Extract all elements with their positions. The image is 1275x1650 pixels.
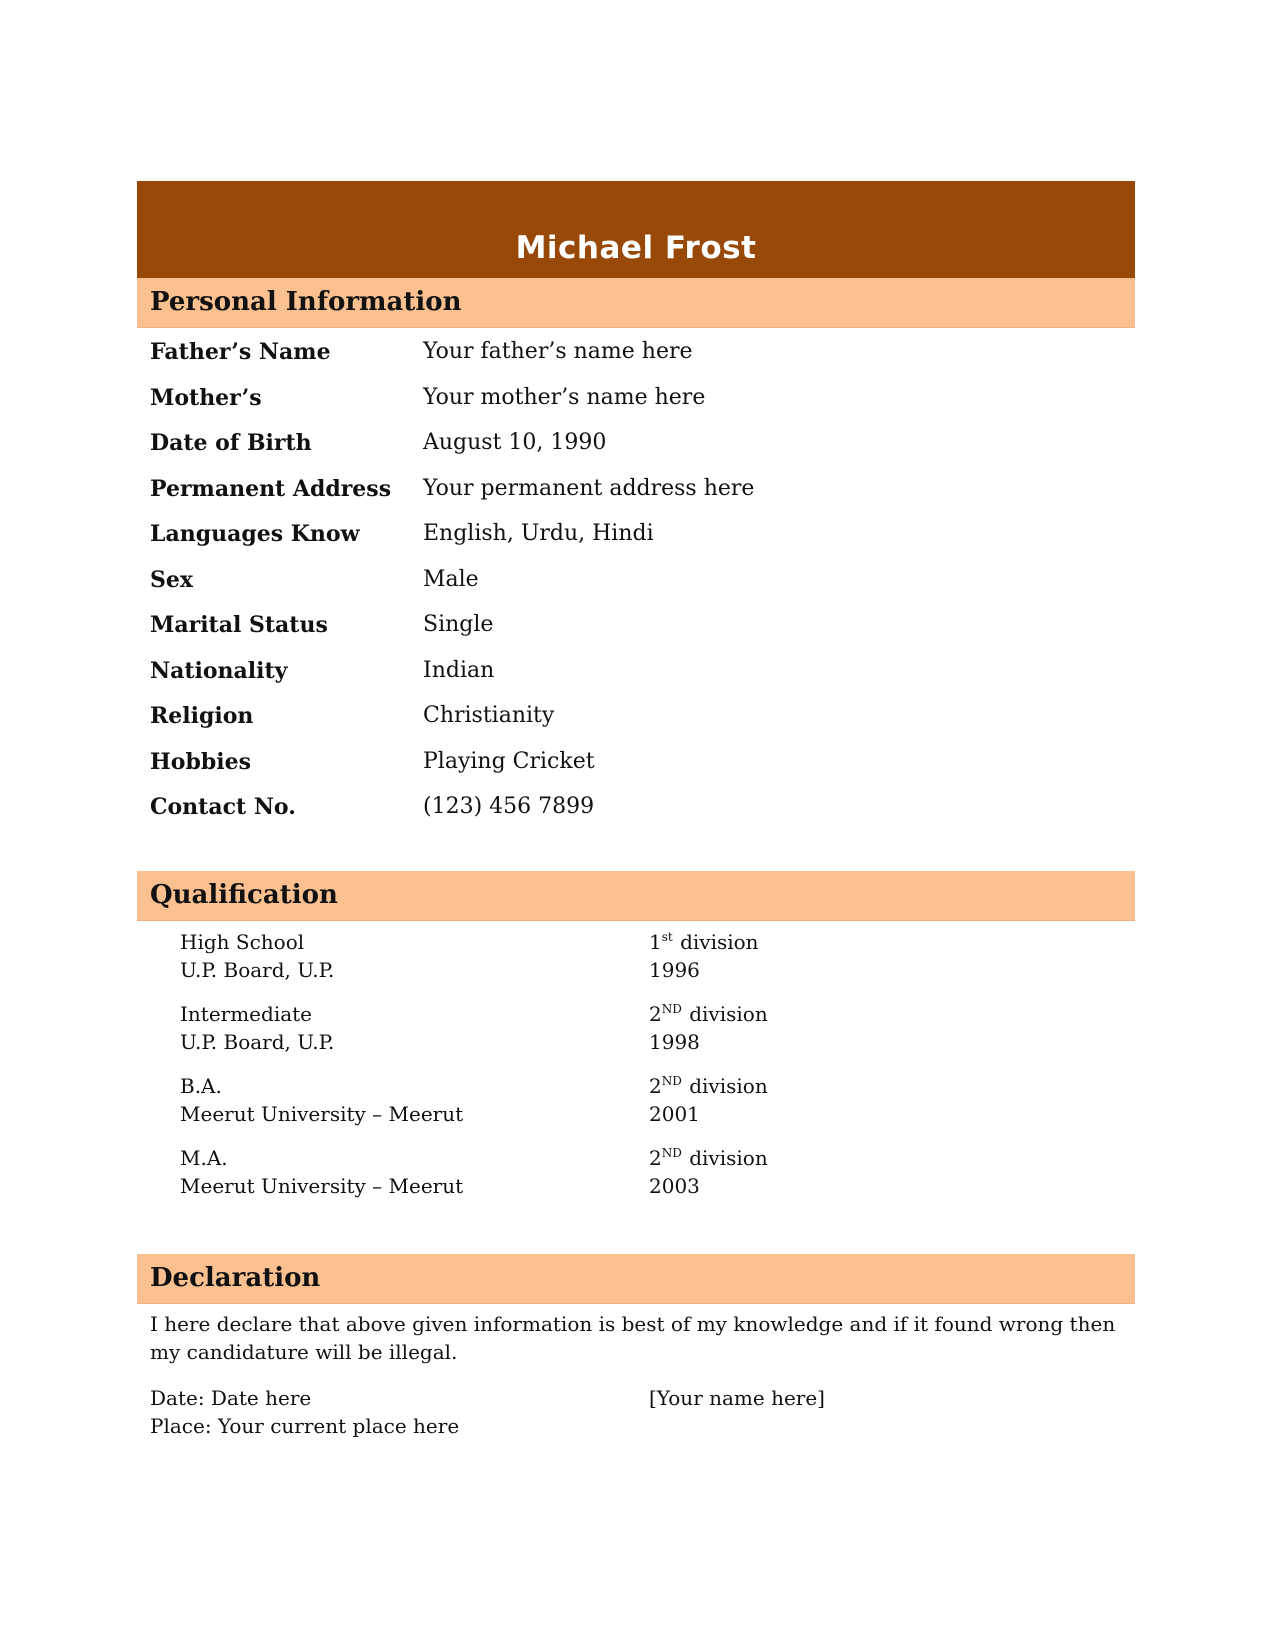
division-number: 2 [649,1146,662,1170]
info-label: Father’s Name [150,339,331,365]
info-label: Permanent Address [150,476,392,502]
info-label: Hobbies [150,749,251,775]
info-label: Religion [150,703,254,729]
qualification-board: U.P. Board, U.P. [180,958,335,982]
division-word: division [689,1074,768,1098]
qualification-year: 1996 [649,958,700,982]
info-row [150,519,1110,549]
declaration-section-bar [137,1254,1135,1304]
qualification-degree: Intermediate [180,1002,313,1026]
info-row [150,747,1110,777]
personal-info-section-bar [137,278,1135,328]
info-row [150,428,1110,458]
declaration-heading: Declaration [150,1263,321,1293]
info-value: Male [423,567,479,592]
info-row [150,383,1110,413]
declaration-place: Place: Your current place here [150,1414,460,1438]
info-row [150,337,1110,367]
declaration-date-place [150,1384,459,1440]
info-row [150,701,1110,731]
candidate-name: Michael Frost [515,230,757,266]
qualification-division [649,1072,768,1100]
declaration-date: Date: Date here [150,1386,312,1410]
info-label: Mother’s [150,385,262,411]
personal-info-heading: Personal Information [150,287,462,317]
info-value: Your permanent address here [423,476,755,501]
declaration-text: I here declare that above given information is best of my knowledge and if it found wrong then my candidature will be illegal. [150,1312,1116,1364]
info-label: Marital Status [150,612,328,638]
qualification-year: 2003 [649,1174,700,1198]
info-value: (123) 456 7899 [423,794,595,819]
qualification-division [649,1144,768,1172]
qualification-board: Meerut University – Meerut [180,1174,464,1198]
division-word: division [689,1146,768,1170]
info-value: Christianity [423,703,555,728]
division-word: division [680,930,759,954]
info-row [150,656,1110,686]
info-value: Indian [423,658,495,683]
division-number: 1 [649,930,662,954]
info-label: Date of Birth [150,430,312,456]
info-row [150,792,1110,822]
qualification-division [649,928,759,956]
name-header-bar [137,181,1135,278]
division-word: division [689,1002,768,1026]
info-value: Your father’s name here [423,339,693,364]
info-row [150,474,1110,504]
info-label: Contact No. [150,794,296,820]
qualification-board: U.P. Board, U.P. [180,1030,335,1054]
qualification-heading: Qualification [150,880,338,910]
qualification-degree: B.A. [180,1074,222,1098]
info-label: Languages Know [150,521,360,547]
division-ordinal: ND [661,1074,682,1088]
qualification-board: Meerut University – Meerut [180,1102,464,1126]
division-number: 2 [649,1002,662,1026]
info-row [150,610,1110,640]
declaration-signature: [Your name here] [649,1386,825,1410]
info-value: Your mother’s name here [423,385,706,410]
info-value: August 10, 1990 [423,430,607,455]
info-value: Single [423,612,494,637]
qualification-division [649,1000,768,1028]
qualification-degree: High School [180,930,305,954]
division-number: 2 [649,1074,662,1098]
info-value: Playing Cricket [423,749,595,774]
division-ordinal: ND [661,1002,682,1016]
qualification-degree: M.A. [180,1146,228,1170]
qualification-year: 2001 [649,1102,700,1126]
qualification-year: 1998 [649,1030,700,1054]
info-label: Nationality [150,658,288,684]
info-value: English, Urdu, Hindi [423,521,654,546]
division-ordinal: ND [661,1146,682,1160]
division-ordinal: st [661,930,673,944]
info-label: Sex [150,567,194,593]
info-row [150,565,1110,595]
qualification-section-bar [137,871,1135,921]
